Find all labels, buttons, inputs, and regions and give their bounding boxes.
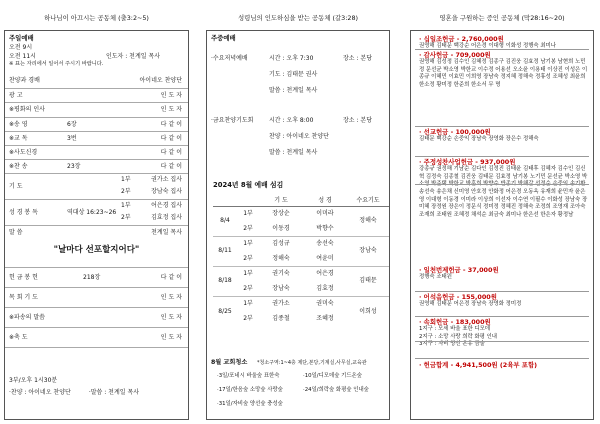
table-row xyxy=(213,206,389,221)
order-leader: 인 도 자 xyxy=(160,333,182,341)
divider xyxy=(415,316,589,317)
order-leader: 인 도 자 xyxy=(160,313,182,321)
order-row xyxy=(5,117,188,131)
order-row xyxy=(5,102,188,116)
afternoon-sermon: ·말씀 : 천계일 목사 xyxy=(88,389,140,396)
roster-wednesday: 김태문 xyxy=(347,266,389,296)
column-title: 성령님의 인도하심을 받는 공동체 (갈3:28) xyxy=(237,14,359,22)
roster-wednesday: 정해숙 xyxy=(347,206,389,236)
roster-prayer: 권가소 xyxy=(259,296,303,311)
roster-scripture: 어은경 xyxy=(303,266,347,281)
order-item: 광 고 xyxy=(9,91,23,99)
roster-part: 1부 xyxy=(237,296,259,311)
order-item: 목 회 기 도 xyxy=(9,293,38,301)
friday-place: 장소 : 본당 xyxy=(343,117,373,124)
offering-title: · 어석음헌금 - 155,000원 xyxy=(419,293,497,301)
table-row xyxy=(213,236,389,251)
roster-scripture: 김효정 xyxy=(316,284,334,292)
offering-title: · 선교헌금 - 100,000원 xyxy=(419,128,491,136)
sunday-service-label: 주일예배 xyxy=(9,34,34,42)
order-leader: 다 같 이 xyxy=(160,120,182,128)
divider xyxy=(415,156,589,157)
roster-date: 8/11 xyxy=(213,236,237,266)
offering-item xyxy=(419,293,589,309)
roster-part: 2부 xyxy=(243,314,253,322)
friday-praise: 찬양 : 아이네오 찬양단 xyxy=(269,133,329,140)
offering-item xyxy=(419,266,589,282)
order-row xyxy=(5,307,188,327)
order-row-prayer xyxy=(5,173,188,199)
roster-part: 1부 xyxy=(237,236,259,251)
cleaning-item: ·10일/디모데숲 기드온숲 xyxy=(303,373,362,379)
service-times xyxy=(5,31,188,71)
offering-item xyxy=(419,318,589,349)
divider xyxy=(415,291,589,292)
order-item: ※교 독 xyxy=(9,134,28,142)
roster-date: 8/4 xyxy=(213,206,237,236)
scripture-reference: 역대상 16:23~26 xyxy=(67,208,117,216)
order-leader: 다 같 이 xyxy=(160,148,182,156)
roster-scripture: 권미숙 xyxy=(303,296,347,311)
offering-names: 권영해 김태문 백강순 어은경 이대형 이화성 정행숙 최미나 xyxy=(419,43,556,49)
offering-box xyxy=(410,30,594,420)
order-row xyxy=(5,159,188,173)
afternoon-service-time: 3부/오후 1시30분 xyxy=(9,377,58,384)
roster-part: 1부 xyxy=(237,266,259,281)
roster-prayer: 장남숙 xyxy=(272,284,290,292)
roster-prayer: 정해숙 xyxy=(272,254,290,262)
order-item: ※사도신경 xyxy=(9,148,38,156)
order-item: ※평화의 인사 xyxy=(9,105,45,113)
reader-part-2: 2부 xyxy=(121,214,131,221)
offering-names: 1지구 : 모세 바울 표한 디모데 2지구 : 소망 사랑 희락 화평 인내 3지구 : 자비 양선 온유 금술 xyxy=(419,326,498,348)
wednesday-prayer: 기도 : 김태문 권사 xyxy=(269,71,318,78)
worship-order-box xyxy=(4,30,189,420)
header-prayer: 기 도 xyxy=(259,195,303,206)
order-hymn: 23장 xyxy=(67,162,81,170)
order-item: ※축 도 xyxy=(9,333,28,341)
order-item: ※송 영 xyxy=(9,120,28,128)
divider xyxy=(415,126,589,127)
order-row xyxy=(5,131,188,145)
order-item: 찬양과 경배 xyxy=(9,77,40,85)
header-scripture: 성 경 xyxy=(303,195,347,206)
cleaning-item: ·17일/한음숲 소망숲 사랑숲 xyxy=(217,387,283,393)
wednesday-sermon: 말씀 : 천계일 목사 xyxy=(269,87,318,94)
roster-scripture: 이미라 xyxy=(303,206,347,221)
order-leader: 인 도 자 xyxy=(160,293,182,301)
offering-item xyxy=(419,51,589,90)
standing-note: ※ 표는 자리에서 일어서 주시기 바랍니다. xyxy=(9,61,104,67)
cleaning-title: 8월 교회청소 xyxy=(211,359,248,366)
prayer-part-2: 2부 xyxy=(121,188,131,195)
roster-wednesday: 이희성 xyxy=(347,296,389,326)
service-time-11: 오전 11시 xyxy=(9,52,36,60)
cleaning-item: ·3일/포네시 바울숲 표한숙 xyxy=(217,373,280,379)
reader-person-1: 어은경 집사 xyxy=(151,202,182,209)
order-row xyxy=(5,327,188,347)
roster-date: 8/18 xyxy=(213,266,237,296)
order-hymn: 218장 xyxy=(83,273,101,281)
order-item: 말 씀 xyxy=(9,228,23,236)
divider xyxy=(415,49,589,50)
roster-header xyxy=(213,195,389,206)
cleaning-note: *청소구역:1~4층 제단,본당,기계실,사무실,교육관 xyxy=(257,360,367,366)
offering-title: · 주정성찬사업헌금 - 937,000원 xyxy=(419,158,516,166)
roster-date: 8/25 xyxy=(213,296,237,326)
offering-title: · 감사헌금 - 709,000원 xyxy=(419,51,491,59)
roster-part: 1부 xyxy=(237,206,259,221)
order-leader: 아이네오 찬양단 xyxy=(139,77,182,85)
roster-part: 2부 xyxy=(243,284,253,292)
order-row xyxy=(5,145,188,159)
table-row xyxy=(213,296,389,311)
service-time-9: 오전 9시 xyxy=(9,44,33,51)
friday-label: ·금요찬양기도회 xyxy=(211,117,254,124)
order-leader: 인 도 자 xyxy=(160,91,182,99)
weekday-service-label: 주중예배 xyxy=(211,34,236,42)
divider xyxy=(415,184,589,185)
order-leader: 다 같 이 xyxy=(160,273,182,281)
worship-order-column xyxy=(0,0,193,424)
order-row xyxy=(5,287,188,307)
cleaning-item: ·31일/자비숲 양선숲 충성숲 xyxy=(217,401,283,407)
reader-person-2: 김효정 집사 xyxy=(151,214,182,221)
roster-prayer: 이동경 xyxy=(272,224,290,232)
header-wednesday: 수요기도 xyxy=(347,195,389,206)
order-row-scripture xyxy=(5,199,188,225)
roster-scripture: 여윤미 xyxy=(316,254,334,262)
wednesday-time: 시간 : 오후 7:30 xyxy=(269,55,314,62)
order-row xyxy=(5,267,188,287)
order-item: 성 경 봉 독 xyxy=(9,208,38,216)
roster-title: 2024년 8월 예배 섬김 xyxy=(213,181,284,189)
order-leader: 다 같 이 xyxy=(160,162,182,170)
prayer-person-1: 권가소 집사 xyxy=(151,176,182,183)
friday-sermon: 말씀 : 천계일 목사 xyxy=(269,149,318,156)
order-leader: 천계일 목사 xyxy=(151,228,182,236)
order-leader: 다 같 이 xyxy=(160,134,182,142)
order-hymn: 6장 xyxy=(67,120,77,128)
roster-scripture: 박향수 xyxy=(316,224,334,232)
roster-scripture: 송선숙 xyxy=(303,236,347,251)
offering-title: · 속회헌금 - 183,000원 xyxy=(419,318,491,326)
order-item: ※파송의 말씀 xyxy=(9,313,45,321)
offering-item xyxy=(419,128,589,144)
roster-prayer: 김종철 xyxy=(272,314,290,322)
divider xyxy=(415,358,589,359)
weekday-service-column xyxy=(200,0,396,424)
wednesday-place: 장소 : 본당 xyxy=(343,55,373,62)
afternoon-praise: ·찬양 : 아이네오 찬양단 xyxy=(9,389,71,396)
prayer-part-1: 1부 xyxy=(121,176,131,183)
order-item: ※찬 송 xyxy=(9,162,28,170)
offering-item xyxy=(419,361,589,369)
roster-scripture: 조혜정 xyxy=(316,314,334,322)
divider xyxy=(415,341,589,342)
order-hymn: 3번 xyxy=(67,134,77,142)
prayer-person-2: 장남숙 집사 xyxy=(151,188,182,195)
offering-names: 권영해 김태문 어은경 장남숙 장영화 정미정 xyxy=(419,301,522,307)
offering-title: · 일천번제헌금 - 37,000원 xyxy=(419,266,499,274)
service-roster-table xyxy=(213,195,389,326)
roster-prayer: 장상순 xyxy=(259,206,303,221)
order-item: 헌 금 봉 헌 xyxy=(9,273,38,281)
roster-prayer: 권기숙 xyxy=(259,266,303,281)
order-leader: 인 도 자 xyxy=(160,105,182,113)
offering-names: 강종규 권정해 기남순 김다인 김정진 김태윤 김태후 김혜자 김수인 김신혁 김정숙 김종철 김진웅 김태문 김효정 남기봉 노기민 문선균 박소영 박소영 박준택 박한교 박훈희 박향수 반종기 박해갈 선정순 손중익 송기환 송선숙 송은채 신미영 안호정 안화정 어은경 오동옥 유재희 윤민자 윤은영 이대형 이동경 이미라 이상희 이선자 이수연 이필수 이화성 장남숙 장미혜 장정원 장은이 정문식 정미정 정혜진 정해숙 조정희 조영재 조아숙 조재희 조태원 조혜정 채석순 최금숙 최미나 한은선 한은자 황정남 xyxy=(419,166,588,219)
offering-names: 권영해 김성정 김수인 김혜정 김종구 김진웅 김효정 남기봉 남현희 노민정 문선균 박소영 박한교 이수정 어용선 오소윤 이용태 이상진 이성은 이종규 이혜민 이효민 이희영 장남숙 정지혜 정해숙 정휴성 조혜성 최윤희 한소정 황미정 한준희 한소서 무 명 xyxy=(419,59,588,89)
roster-prayer: 김성규 xyxy=(259,236,303,251)
reader-part-1: 1부 xyxy=(121,202,131,209)
order-row-sermon xyxy=(5,225,188,239)
leader-label: 인도자 : 천계일 목사 xyxy=(105,52,161,60)
roster-part: 2부 xyxy=(243,254,253,262)
column-title: 하나님이 아끄시는 공동체 (출3:2~5) xyxy=(44,14,149,22)
roster-part: 2부 xyxy=(243,224,253,232)
offering-names: 정행숙 조태윈 xyxy=(419,274,452,280)
offering-title: · 헌금합계 - 4,941,500원 (2육부 포함) xyxy=(419,361,538,369)
roster-wednesday: 장남숙 xyxy=(347,236,389,266)
sermon-title: "날마다 선포할지어다" xyxy=(53,245,140,255)
cleaning-item: ·24일/희락숲 화평숲 인내숲 xyxy=(303,387,369,393)
order-item: 기 도 xyxy=(9,182,23,190)
offering-names: 김태문 백강순 손중익 장남숙 장영화 장은수 정해숙 xyxy=(419,136,539,142)
offering-column xyxy=(404,0,600,424)
table-row xyxy=(213,266,389,281)
order-row-praise xyxy=(5,74,188,88)
order-row xyxy=(5,88,188,102)
wednesday-label: ·수요저녁예배 xyxy=(211,55,248,62)
offering-title: · 십일조헌금 - 2,760,000원 xyxy=(419,35,504,43)
friday-time: 시간 : 오후 8:00 xyxy=(269,117,314,124)
weekday-service-box xyxy=(206,30,390,420)
offering-item xyxy=(419,158,589,220)
column-title: 영혼을 구원하는 증인 공동체 (막28:16~20) xyxy=(439,14,565,22)
